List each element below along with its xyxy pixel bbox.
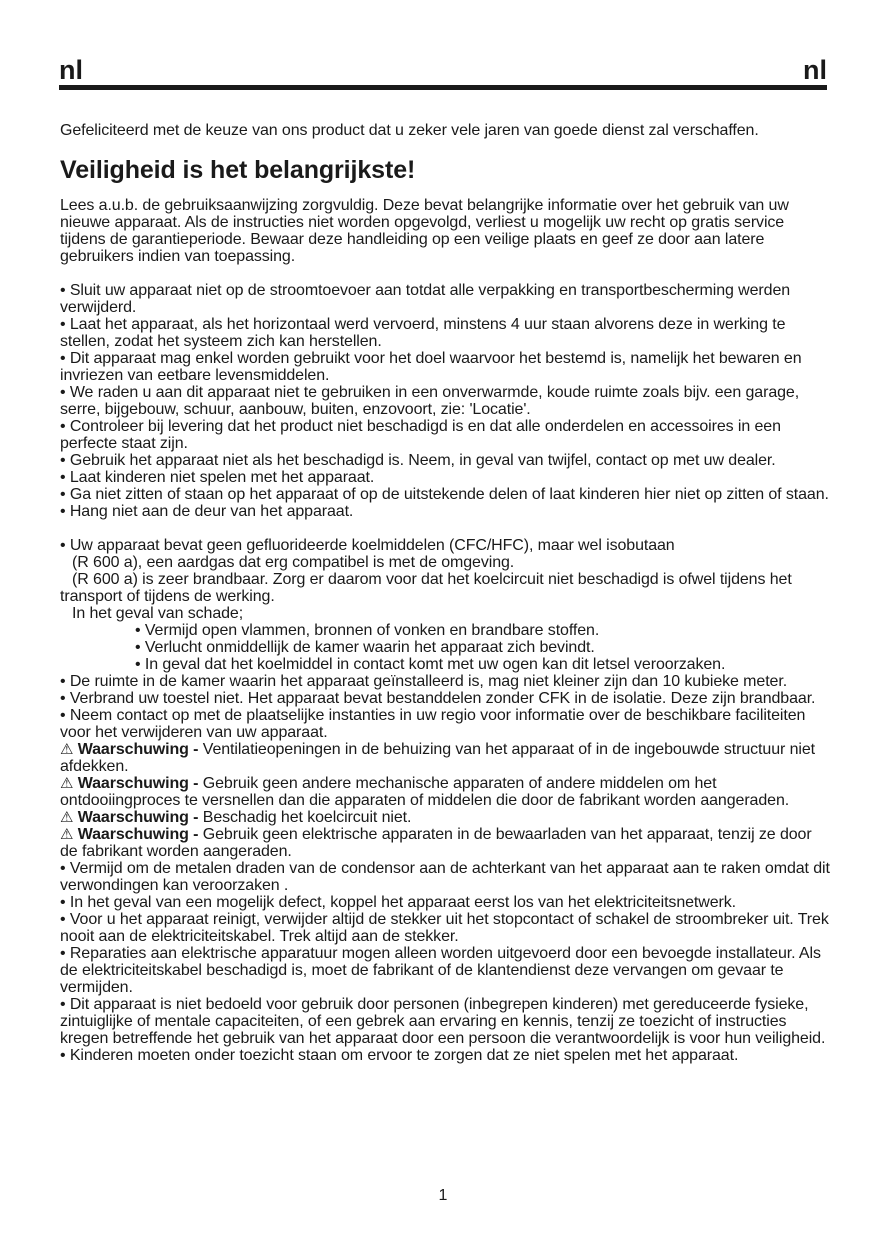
list-item: • Gebruik het apparaat niet als het beschadigd is. Neem, in geval van twijfel, contact op met uw dealer. (60, 452, 776, 469)
list-item: • Controleer bij levering dat het product niet beschadigd is en dat alle onderdelen en accessoires in een perfecte staat zijn. (60, 418, 781, 452)
warning-triangle-icon: ⚠ (60, 741, 74, 758)
list-item: • Laat het apparaat, als het horizontaal werd vervoerd, minstens 4 uur staan alvorens deze in werking te stellen, zodat het systeem zich kan herstellen. (60, 316, 786, 350)
sub-list-item: • In geval dat het koelmiddel in contact komt met uw ogen kan dit letsel veroorzaken. (135, 656, 726, 673)
refrigerant-warning-text: (R 600 a) is zeer brandbaar. Zorg er daarom voor dat het koelcircuit niet beschadigd is ofwel tijdens het transport of tijdens de werking. (60, 571, 792, 605)
list-item: • Dit apparaat mag enkel worden gebruikt voor het doel waarvoor het bestemd is, namelijk het bewaren en invriezen van eetbare levensmiddelen. (60, 350, 802, 384)
language-label-left: nl (59, 55, 83, 85)
list-item: • Kinderen moeten onder toezicht staan om ervoor te zorgen dat ze niet spelen met het apparaat. (60, 1047, 739, 1064)
list-item: • We raden u aan dit apparaat niet te gebruiken in een onverwarmde, koude ruimte zoals bijv. een garage, serre, bijgebouw, schuur, aanbouw, buiten, enzovoort, zie: 'Locatie'. (60, 384, 800, 418)
damage-intro: In het geval van schade; (72, 605, 244, 622)
safety-list-disposal (60, 673, 830, 741)
list-item: • Dit apparaat is niet bedoeld voor gebruik door personen (inbegrepen kinderen) met gereduceerde fysieke, zintuiglijke of mentale capaciteiten, of een gebrek aan ervaring en kennis, tenzij ze toezicht of instructies kregen betreffende het gebruik van het apparaat door een persoon die verantwoordelijk is voor hun veiligheid. (60, 996, 826, 1047)
safety-list-maintenance (60, 860, 830, 1064)
list-item: • Laat kinderen niet spelen met het apparaat. (60, 469, 375, 486)
safety-list-general (60, 282, 830, 520)
warning-item (60, 775, 830, 809)
list-item: • Voor u het apparaat reinigt, verwijder altijd de stekker uit het stopcontact of schakel de stroombreker uit. Trek nooit aan de elektriciteitskabel. Trek altijd aan de stekker. (60, 911, 829, 945)
list-item: • Sluit uw apparaat niet op de stroomtoevoer aan totdat alle verpakking en transportbescherming werden verwijderd. (60, 282, 791, 316)
sub-list-item: • Vermijd open vlammen, bronnen of vonken en brandbare stoffen. (135, 622, 600, 639)
refrigerant-section (60, 537, 830, 673)
warning-text: Ventilatieopeningen in de behuizing van het apparaat of in de ingebouwde structuur niet afdekken. (60, 741, 815, 775)
list-item: • Uw apparaat bevat geen gefluorideerde koelmiddelen (CFC/HFC), maar wel isobutaan (60, 537, 675, 554)
warning-label: Waarschuwing - (77, 775, 199, 792)
page-number: 1 (438, 1187, 448, 1204)
warning-item (60, 809, 830, 826)
header-rule (59, 85, 827, 90)
intro-text: Gefeliciteerd met de keuze van ons product dat u zeker vele jaren van goede dienst zal verschaffen. (60, 122, 759, 139)
warning-label: Waarschuwing - (77, 826, 199, 843)
list-item: • Vermijd om de metalen draden van de condensor aan de achterkant van het apparaat aan te raken omdat dit verwondingen kan veroorzaken . (60, 860, 830, 894)
warning-label: Waarschuwing - (77, 741, 199, 758)
list-item: • In het geval van een mogelijk defect, koppel het apparaat eerst los van het elektriciteitsnetwerk. (60, 894, 736, 911)
warning-item (60, 741, 830, 775)
warnings-list (60, 741, 830, 860)
list-item: • Neem contact op met de plaatselijke instanties in uw regio voor informatie over de beschikbare faciliteiten voor het verwijderen van uw apparaat. (60, 707, 806, 741)
refrigerant-warning (60, 571, 830, 605)
page-body (60, 122, 830, 1064)
refrigerant-note: (R 600 a), een aardgas dat erg compatibel is met de omgeving. (72, 554, 515, 571)
warning-text: Gebruik geen elektrische apparaten in de bewaarladen van het apparaat, tenzij ze door de fabrikant worden aangeraden. (60, 826, 812, 860)
list-item: • Ga niet zitten of staan op het apparaat of op de uitstekende delen of laat kinderen hier niet op zitten of staan. (60, 486, 829, 503)
list-item: • De ruimte in de kamer waarin het apparaat geïnstalleerd is, mag niet kleiner zijn dan 10 kubieke meter. (60, 673, 788, 690)
section-title: Veiligheid is het belangrijkste! (60, 156, 416, 184)
lead-paragraph: Lees a.u.b. de gebruiksaanwijzing zorgvuldig. Deze bevat belangrijke informatie over het gebruik van uw nieuwe apparaat. Als de instructies niet worden opgevolgd, verliest u mogelijk uw recht op gratis service tijdens de garantieperiode. Bewaar deze handleiding op een veilige plaats en geef ze door aan latere gebruikers indien van toepassing. (60, 197, 789, 265)
list-item: • Hang niet aan de deur van het apparaat. (60, 503, 354, 520)
sub-list-item: • Verlucht onmiddellijk de kamer waarin het apparaat zich bevindt. (135, 639, 595, 656)
list-item: • Reparaties aan elektrische apparatuur mogen alleen worden uitgevoerd door een bevoegde installateur. Als de elektriciteitskabel beschadigd is, moet de fabrikant of de klantendienst deze vervangen om gevaar te vermijden. (60, 945, 821, 996)
warning-triangle-icon: ⚠ (60, 809, 74, 826)
warning-item (60, 826, 830, 860)
language-label-right: nl (803, 55, 827, 85)
warning-text: Beschadig het koelcircuit niet. (202, 809, 412, 826)
warning-triangle-icon: ⚠ (60, 775, 74, 792)
page-header (59, 55, 827, 85)
warning-text: Gebruik geen andere mechanische apparaten of andere middelen om het ontdooiingproces te versnellen dan die apparaten of middelen die door de fabrikant worden aangeraden. (60, 775, 790, 809)
warning-label: Waarschuwing - (77, 809, 199, 826)
list-item: • Verbrand uw toestel niet. Het apparaat bevat bestanddelen zonder CFK in de isolatie. Deze zijn brandbaar. (60, 690, 816, 707)
warning-triangle-icon: ⚠ (60, 826, 74, 843)
